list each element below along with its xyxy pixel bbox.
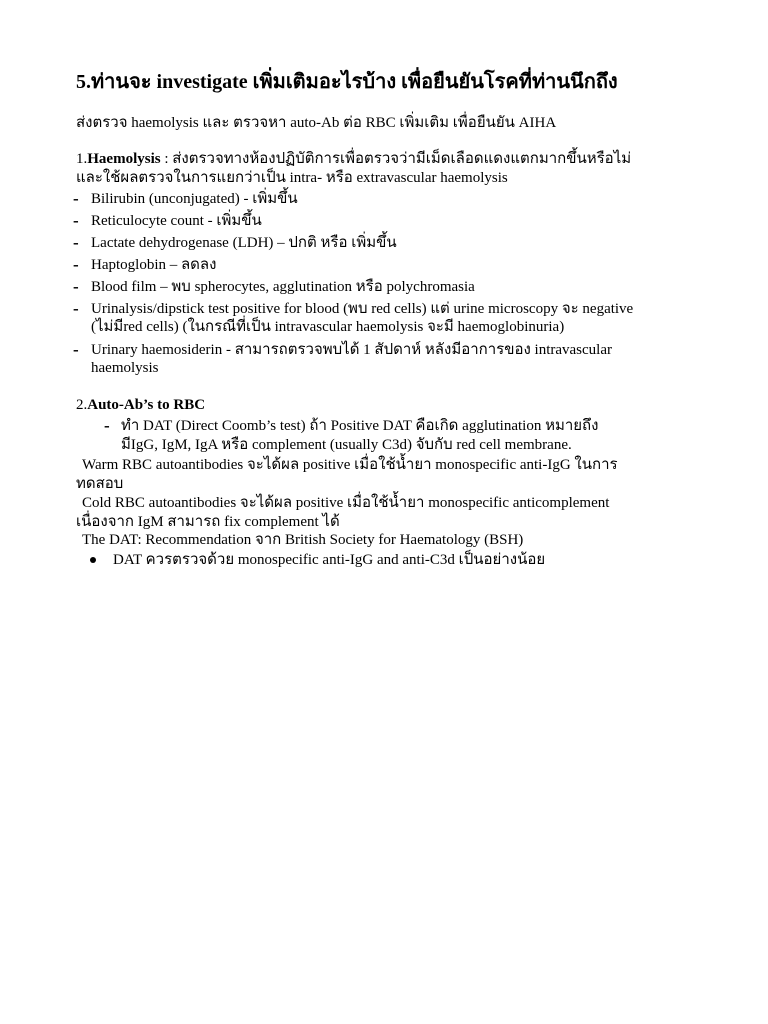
dash-bullet: - [73, 211, 79, 230]
bullet-dot [90, 557, 96, 563]
dat-line2: มีIgG, IgM, IgA หรือ complement (usually C3d) จับกับ red cell membrane. [121, 437, 572, 453]
bsh-bullet-text: DAT ควรตรวจด้วย monospecific anti-IgG and anti-C3d เป็นอย่างน้อย [113, 552, 546, 568]
dash-bullet: - [104, 416, 110, 435]
dash-bullet: - [73, 255, 79, 274]
page-title: 5.ท่านจะ investigate เพิ่มเติมอะไรบ้าง เพื่อยืนยันโรคที่ท่านนึกถึง [76, 71, 618, 93]
dash-bullet: - [73, 189, 79, 208]
list-item-continuation: (ไม่มีred cells) (ในกรณีที่เป็น intravascular haemolysis จะมี haemoglobinuria) [91, 319, 565, 335]
cold-line1: Cold RBC autoantibodies จะได้ผล positive เมื่อใช้น้ำยา monospecific anticomplement [82, 495, 610, 511]
dash-bullet: - [73, 233, 79, 252]
cold-line2: เนื่องจาก IgM สามารถ fix complement ได้ [76, 514, 340, 530]
section2-heading-line [76, 396, 728, 414]
list-item: Blood film – พบ spherocytes, agglutination หรือ polychromasia [91, 279, 475, 295]
list-item: Urinary haemosiderin - สามารถตรวจพบได้ 1 สัปดาห์ หลังมีอาการของ intravascular [91, 342, 612, 358]
section1-heading: Haemolysis [87, 151, 161, 167]
section2-heading: Auto-Ab’s to RBC [87, 397, 206, 413]
warm-line2: ทดสอบ [76, 476, 124, 492]
section1-text-line1: : ส่งตรวจทางห้องปฏิบัติการเพื่อตรวจว่ามีเม็ดเลือดแดงแตกมากขึ้นหรือไม่ [160, 151, 632, 167]
list-item: Lactate dehydrogenase (LDH) – ปกติ หรือ เพิ่มขึ้น [91, 235, 397, 251]
dat-line1: ทำ DAT (Direct Coomb’s test) ถ้า Positive DAT คือเกิด agglutination หมายถึง [121, 418, 599, 434]
list-item: Urinalysis/dipstick test positive for blood (พบ red cells) แต่ urine microscopy จะ negative [91, 301, 634, 317]
warm-line1: Warm RBC autoantibodies จะได้ผล positive เมื่อใช้น้ำยา monospecific anti-IgG ในการ [82, 457, 618, 473]
dash-bullet: - [73, 277, 79, 296]
section1-heading-line [76, 150, 728, 168]
bsh-line: The DAT: Recommendation จาก British Society for Haematology (BSH) [82, 532, 524, 548]
section1-number: 1. [76, 151, 88, 167]
section2-number: 2. [76, 397, 88, 413]
dash-bullet: - [73, 299, 79, 318]
list-item: Bilirubin (unconjugated) - เพิ่มขึ้น [91, 191, 298, 207]
list-item: Haptoglobin – ลดลง [91, 257, 217, 273]
list-item-continuation: haemolysis [91, 360, 159, 376]
intro-text: ส่งตรวจ haemolysis และ ตรวจหา auto-Ab ต่อ RBC เพิ่มเติม เพื่อยืนยัน AIHA [76, 115, 557, 131]
list-item: Reticulocyte count - เพิ่มขึ้น [91, 213, 262, 229]
section1-text-line2: และใช้ผลตรวจในการแยกว่าเป็น intra- หรือ extravascular haemolysis [76, 170, 508, 186]
dash-bullet: - [73, 340, 79, 359]
